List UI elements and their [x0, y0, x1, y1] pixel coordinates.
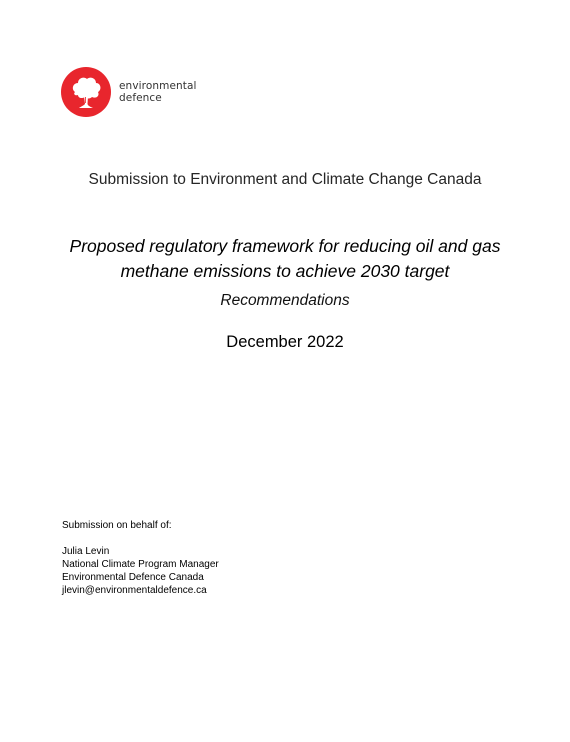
organization-name-line1: environmental	[119, 80, 197, 92]
contact-organization: Environmental Defence Canada	[62, 572, 204, 583]
document-title	[0, 234, 570, 284]
contact-block	[62, 519, 219, 597]
organization-logo	[61, 67, 197, 117]
on-behalf-label: Submission on behalf of:	[62, 520, 172, 531]
document-date: December 2022	[226, 333, 344, 351]
organization-name-line2: defence	[119, 92, 162, 104]
document-title-line2: methane emissions to achieve 2030 target	[120, 261, 450, 281]
contact-name: Julia Levin	[62, 546, 110, 557]
submission-subtitle: Submission to Environment and Climate Change Canada	[88, 171, 482, 188]
organization-name	[119, 80, 197, 104]
recommendations-heading: Recommendations	[220, 292, 350, 309]
contact-email[interactable]: jlevin@environmentaldefence.ca	[62, 585, 207, 596]
document-title-line1: Proposed regulatory framework for reducing oil and gas	[69, 236, 501, 256]
contact-role: National Climate Program Manager	[62, 559, 219, 570]
tree-icon	[61, 67, 111, 117]
